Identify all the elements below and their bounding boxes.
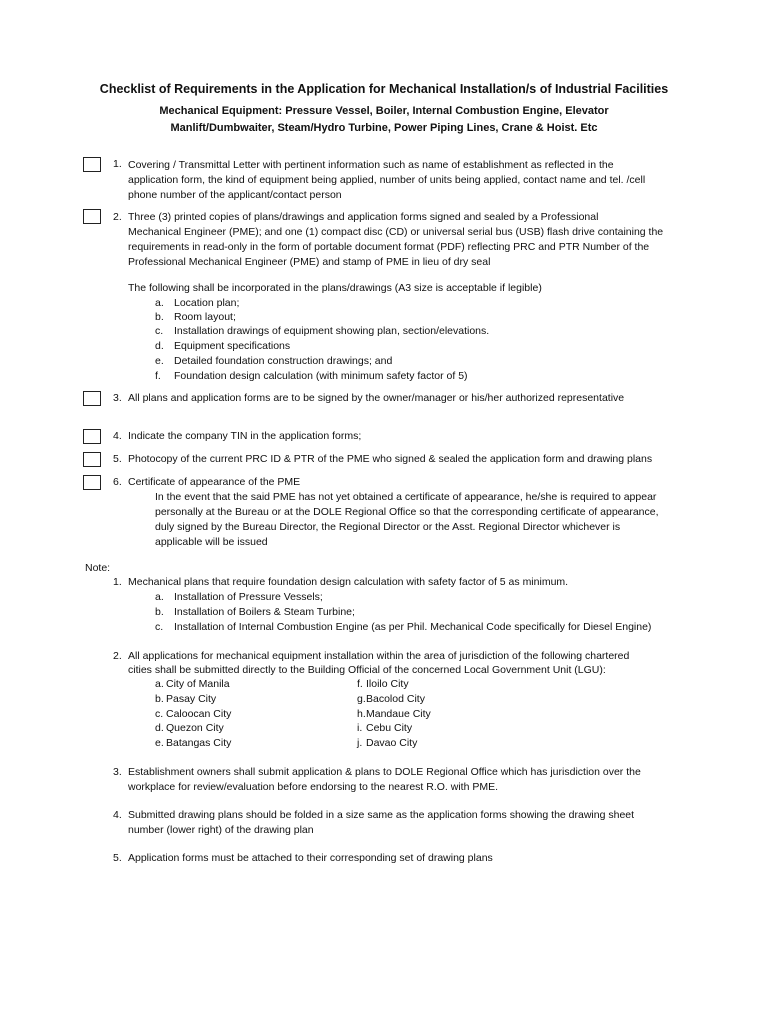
note-label: Note:: [85, 562, 111, 574]
city-letter: h.: [357, 708, 366, 720]
city-name: Batangas City: [166, 737, 232, 749]
item-6-text: Certificate of appearance of the PME: [128, 476, 301, 488]
item-number: 2.: [113, 211, 122, 223]
city-letter: j.: [357, 737, 363, 749]
city-letter: g.: [357, 693, 366, 705]
note-2-line-1: All applications for mechanical equipment installation within the area of jurisdiction of the following chartered: [128, 650, 630, 662]
item-3-text: All plans and application forms are to be signed by the owner/manager or his/her authorized representative: [128, 392, 625, 404]
item-5-text: Photocopy of the current PRC ID & PTR of the PME who signed & sealed the application form and drawing plans: [128, 453, 653, 465]
note-2-line-2: cities shall be submitted directly to the Building Official of the concerned Local Government Unit (LGU):: [128, 664, 606, 676]
note-number: 1.: [113, 576, 122, 588]
city-letter: a.: [155, 678, 164, 690]
city-name: Pasay City: [166, 693, 217, 705]
item-1-line-3: phone number of the applicant/contact person: [128, 189, 342, 201]
city-name: Bacolod City: [366, 693, 425, 705]
city-name: Mandaue City: [366, 708, 431, 720]
checkbox-item-1[interactable]: [83, 157, 101, 172]
city-name: Quezon City: [166, 722, 224, 734]
page-title: Checklist of Requirements in the Application for Mechanical Installation/s of Industrial Facilities: [99, 82, 669, 96]
item-number: 6.: [113, 476, 122, 488]
item-2-line-2: Mechanical Engineer (PME); and one (1) compact disc (CD) or universal serial bus (USB) flash drive containing the: [128, 226, 664, 238]
note-3-line-1: Establishment owners shall submit application & plans to DOLE Regional Office which has jurisdiction over the: [128, 766, 641, 778]
subitem-text: Location plan;: [174, 297, 240, 309]
item-2-line-1: Three (3) printed copies of plans/drawings and application forms signed and sealed by a Professional: [128, 211, 599, 223]
note-number: 2.: [113, 650, 122, 662]
city-name: Iloilo City: [366, 678, 409, 690]
item-1-line-1: Covering / Transmittal Letter with pertinent information such as name of establishment as reflected in the: [128, 159, 614, 171]
item-number: 5.: [113, 453, 122, 465]
item-6-detail-line-4: applicable will be issued: [155, 536, 268, 548]
subitem-text: Room layout;: [174, 311, 236, 323]
note-number: 5.: [113, 852, 122, 864]
note-number: 3.: [113, 766, 122, 778]
subitem-letter: c.: [155, 621, 164, 633]
subitem-text: Installation of Internal Combustion Engine (as per Phil. Mechanical Code specifically for Diesel Engine): [174, 621, 652, 633]
subitem-letter: b.: [155, 606, 164, 618]
page-subtitle-line-2: Manlift/Dumbwaiter, Steam/Hydro Turbine, Power Piping Lines, Crane & Hoist. Etc: [170, 122, 598, 134]
city-letter: e.: [155, 737, 164, 749]
subitem-text: Installation drawings of equipment showing plan, section/elevations.: [174, 325, 490, 337]
item-2-line-4: Professional Mechanical Engineer (PME) and stamp of PME in lieu of dry seal: [128, 256, 491, 268]
checkbox-item-6[interactable]: [83, 475, 101, 490]
subitem-text: Installation of Boilers & Steam Turbine;: [174, 606, 355, 618]
item-6-detail-line-2: personally at the Bureau or at the DOLE Regional Office so that the corresponding certificate of appearance,: [155, 506, 659, 518]
note-4-line-2: number (lower right) of the drawing plan: [128, 824, 314, 836]
subitem-letter: c.: [155, 325, 164, 337]
city-letter: b.: [155, 693, 164, 705]
note-1-text: Mechanical plans that require foundation design calculation with safety factor of 5 as minimum.: [128, 576, 569, 588]
city-letter: d.: [155, 722, 164, 734]
checkbox-item-5[interactable]: [83, 452, 101, 467]
subitem-text: Detailed foundation construction drawings; and: [174, 355, 393, 367]
item-2-intro: The following shall be incorporated in the plans/drawings (A3 size is acceptable if legible): [128, 282, 542, 294]
note-5-text: Application forms must be attached to their corresponding set of drawing plans: [128, 852, 493, 864]
checkbox-item-3[interactable]: [83, 391, 101, 406]
city-letter: f.: [357, 678, 363, 690]
note-4-line-1: Submitted drawing plans should be folded in a size same as the application forms showing the drawing sheet: [128, 809, 635, 821]
subitem-text: Foundation design calculation (with minimum safety factor of 5): [174, 370, 468, 382]
item-4-text: Indicate the company TIN in the application forms;: [128, 430, 362, 442]
city-letter: c.: [155, 708, 164, 720]
note-3-line-2: workplace for review/evaluation before endorsing to the nearest R.O. with PME.: [128, 781, 499, 793]
city-letter: i.: [357, 722, 363, 734]
subitem-text: Installation of Pressure Vessels;: [174, 591, 323, 603]
subitem-letter: d.: [155, 340, 164, 352]
item-6-detail-line-3: duly signed by the Bureau Director, the Regional Director or the Asst. Regional Director whichever is: [155, 521, 621, 533]
item-1-line-2: application form, the kind of equipment being applied, number of units being applied, contact name and tel. /cell: [128, 174, 646, 186]
note-number: 4.: [113, 809, 122, 821]
subitem-letter: e.: [155, 355, 164, 367]
city-name: Davao City: [366, 737, 418, 749]
item-2-line-3: requirements in read-only in the form of portable document format (PDF) reflecting PRC and PTR Number of the: [128, 241, 650, 253]
subitem-letter: f.: [155, 370, 161, 382]
city-name: City of Manila: [166, 678, 230, 690]
city-name: Cebu City: [366, 722, 413, 734]
item-number: 1.: [113, 158, 122, 170]
item-number: 3.: [113, 392, 122, 404]
checkbox-item-2[interactable]: [83, 209, 101, 224]
page-subtitle-line-1: Mechanical Equipment: Pressure Vessel, Boiler, Internal Combustion Engine, Elevator: [159, 105, 609, 117]
subitem-letter: b.: [155, 311, 164, 323]
subitem-letter: a.: [155, 297, 164, 309]
item-6-detail-line-1: In the event that the said PME has not yet obtained a certificate of appearance, he/she is required to appear: [155, 491, 657, 503]
subitem-text: Equipment specifications: [174, 340, 291, 352]
checkbox-item-4[interactable]: [83, 429, 101, 444]
city-name: Caloocan City: [166, 708, 232, 720]
subitem-letter: a.: [155, 591, 164, 603]
item-number: 4.: [113, 430, 122, 442]
